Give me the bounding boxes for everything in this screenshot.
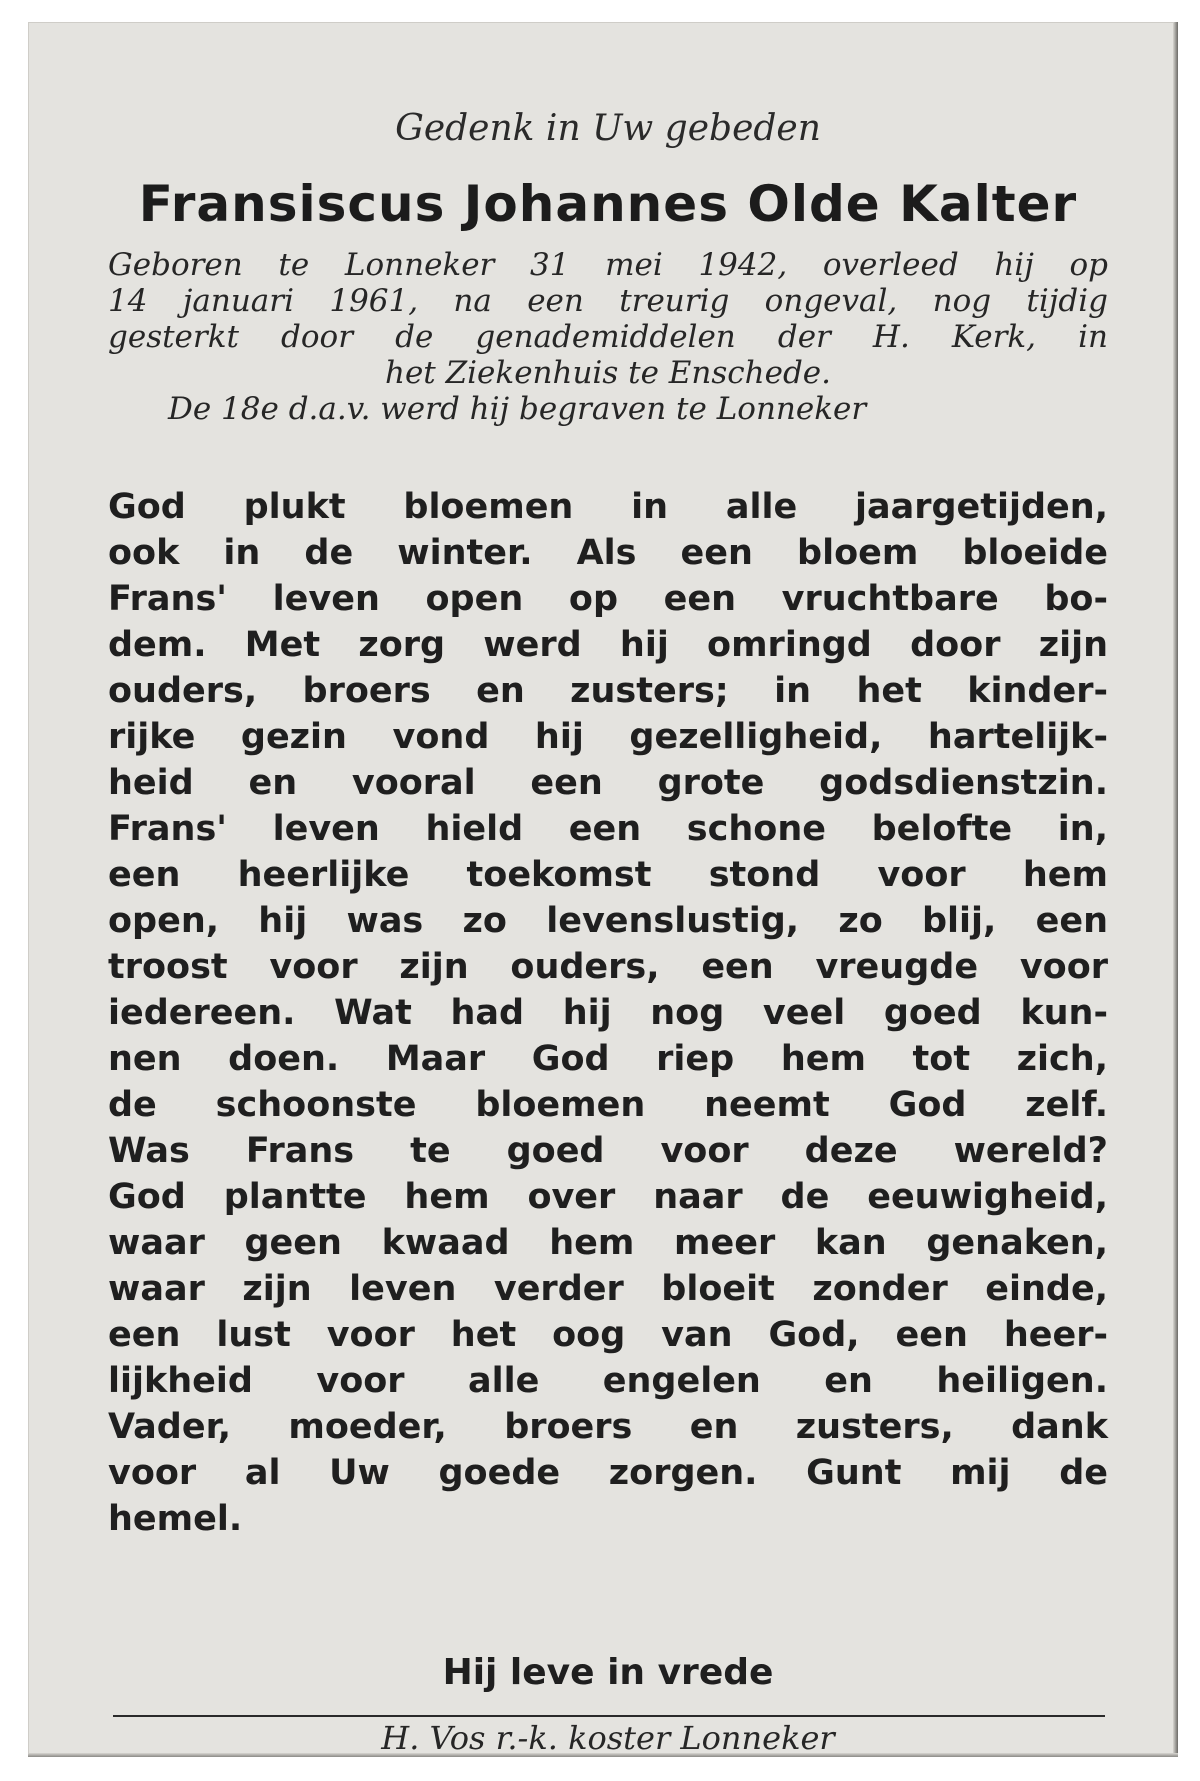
intro-line: Gedenk in Uw gebeden <box>395 108 821 149</box>
text-line: waar geen kwaad hem meer kan genaken, <box>108 1223 1108 1263</box>
text-line: God plantte hem over naar de eeuwigheid, <box>108 1177 1108 1217</box>
biography <box>108 247 1108 427</box>
text-line: dem. Met zorg werd hij omringd door zijn <box>108 625 1108 665</box>
text-line: ook in de winter. Als een bloem bloeide <box>108 533 1108 573</box>
text-line: nen doen. Maar God riep hem tot zich, <box>108 1039 1108 1079</box>
text-line: Vader, moeder, broers en zusters, dank <box>108 1407 1108 1447</box>
text-line: open, hij was zo levenslustig, zo blij, een <box>108 901 1108 941</box>
footer-divider <box>113 1715 1105 1717</box>
text-line: God plukt bloemen in alle jaargetijden, <box>108 487 1108 527</box>
text-line: de schoonste bloemen neemt God zelf. <box>108 1085 1108 1125</box>
bio-line: gesterkt door de genademiddelen der H. Kerk, in <box>108 319 1108 355</box>
text-line: een lust voor het oog van God, een heer- <box>108 1315 1108 1355</box>
text-line: lijkheid voor alle engelen en heiligen. <box>108 1361 1108 1401</box>
closing-line: Hij leve in vrede <box>442 1652 774 1693</box>
memorial-text <box>108 484 1108 1542</box>
card-edge-shadow-right <box>1173 22 1178 1757</box>
text-line: Frans' leven hield een schone belofte in, <box>108 809 1108 849</box>
text-line: voor al Uw goede zorgen. Gunt mij de <box>108 1453 1108 1493</box>
text-line: ouders, broers en zusters; in het kinder- <box>108 671 1108 711</box>
text-line: troost voor zijn ouders, een vreugde voor <box>108 947 1108 987</box>
printer-credit: H. Vos r.-k. koster Lonneker <box>381 1719 835 1757</box>
text-line: heid en vooral een grote godsdienstzin. <box>108 763 1108 803</box>
text-line: een heerlijke toekomst stond voor hem <box>108 855 1108 895</box>
text-line: Was Frans te goed voor deze wereld? <box>108 1131 1108 1171</box>
text-line: Frans' leven open op een vruchtbare bo- <box>108 579 1108 619</box>
memorial-card <box>28 22 1178 1757</box>
text-line: waar zijn leven verder bloeit zonder einde, <box>108 1269 1108 1309</box>
bio-line: het Ziekenhuis te Enschede. <box>384 355 831 391</box>
bio-line: De 18e d.a.v. werd hij begraven te Lonneker <box>168 391 867 427</box>
bio-line: Geboren te Lonneker 31 mei 1942, overleed hij op <box>108 247 1108 283</box>
text-line: iedereen. Wat had hij nog veel goed kun- <box>108 993 1108 1033</box>
text-line: hemel. <box>108 1499 243 1539</box>
text-line: rijke gezin vond hij gezelligheid, hartelijk- <box>108 717 1108 757</box>
bio-line: 14 januari 1961, na een treurig ongeval, nog tijdig <box>108 283 1108 319</box>
deceased-name: Fransiscus Johannes Olde Kalter <box>138 175 1078 233</box>
